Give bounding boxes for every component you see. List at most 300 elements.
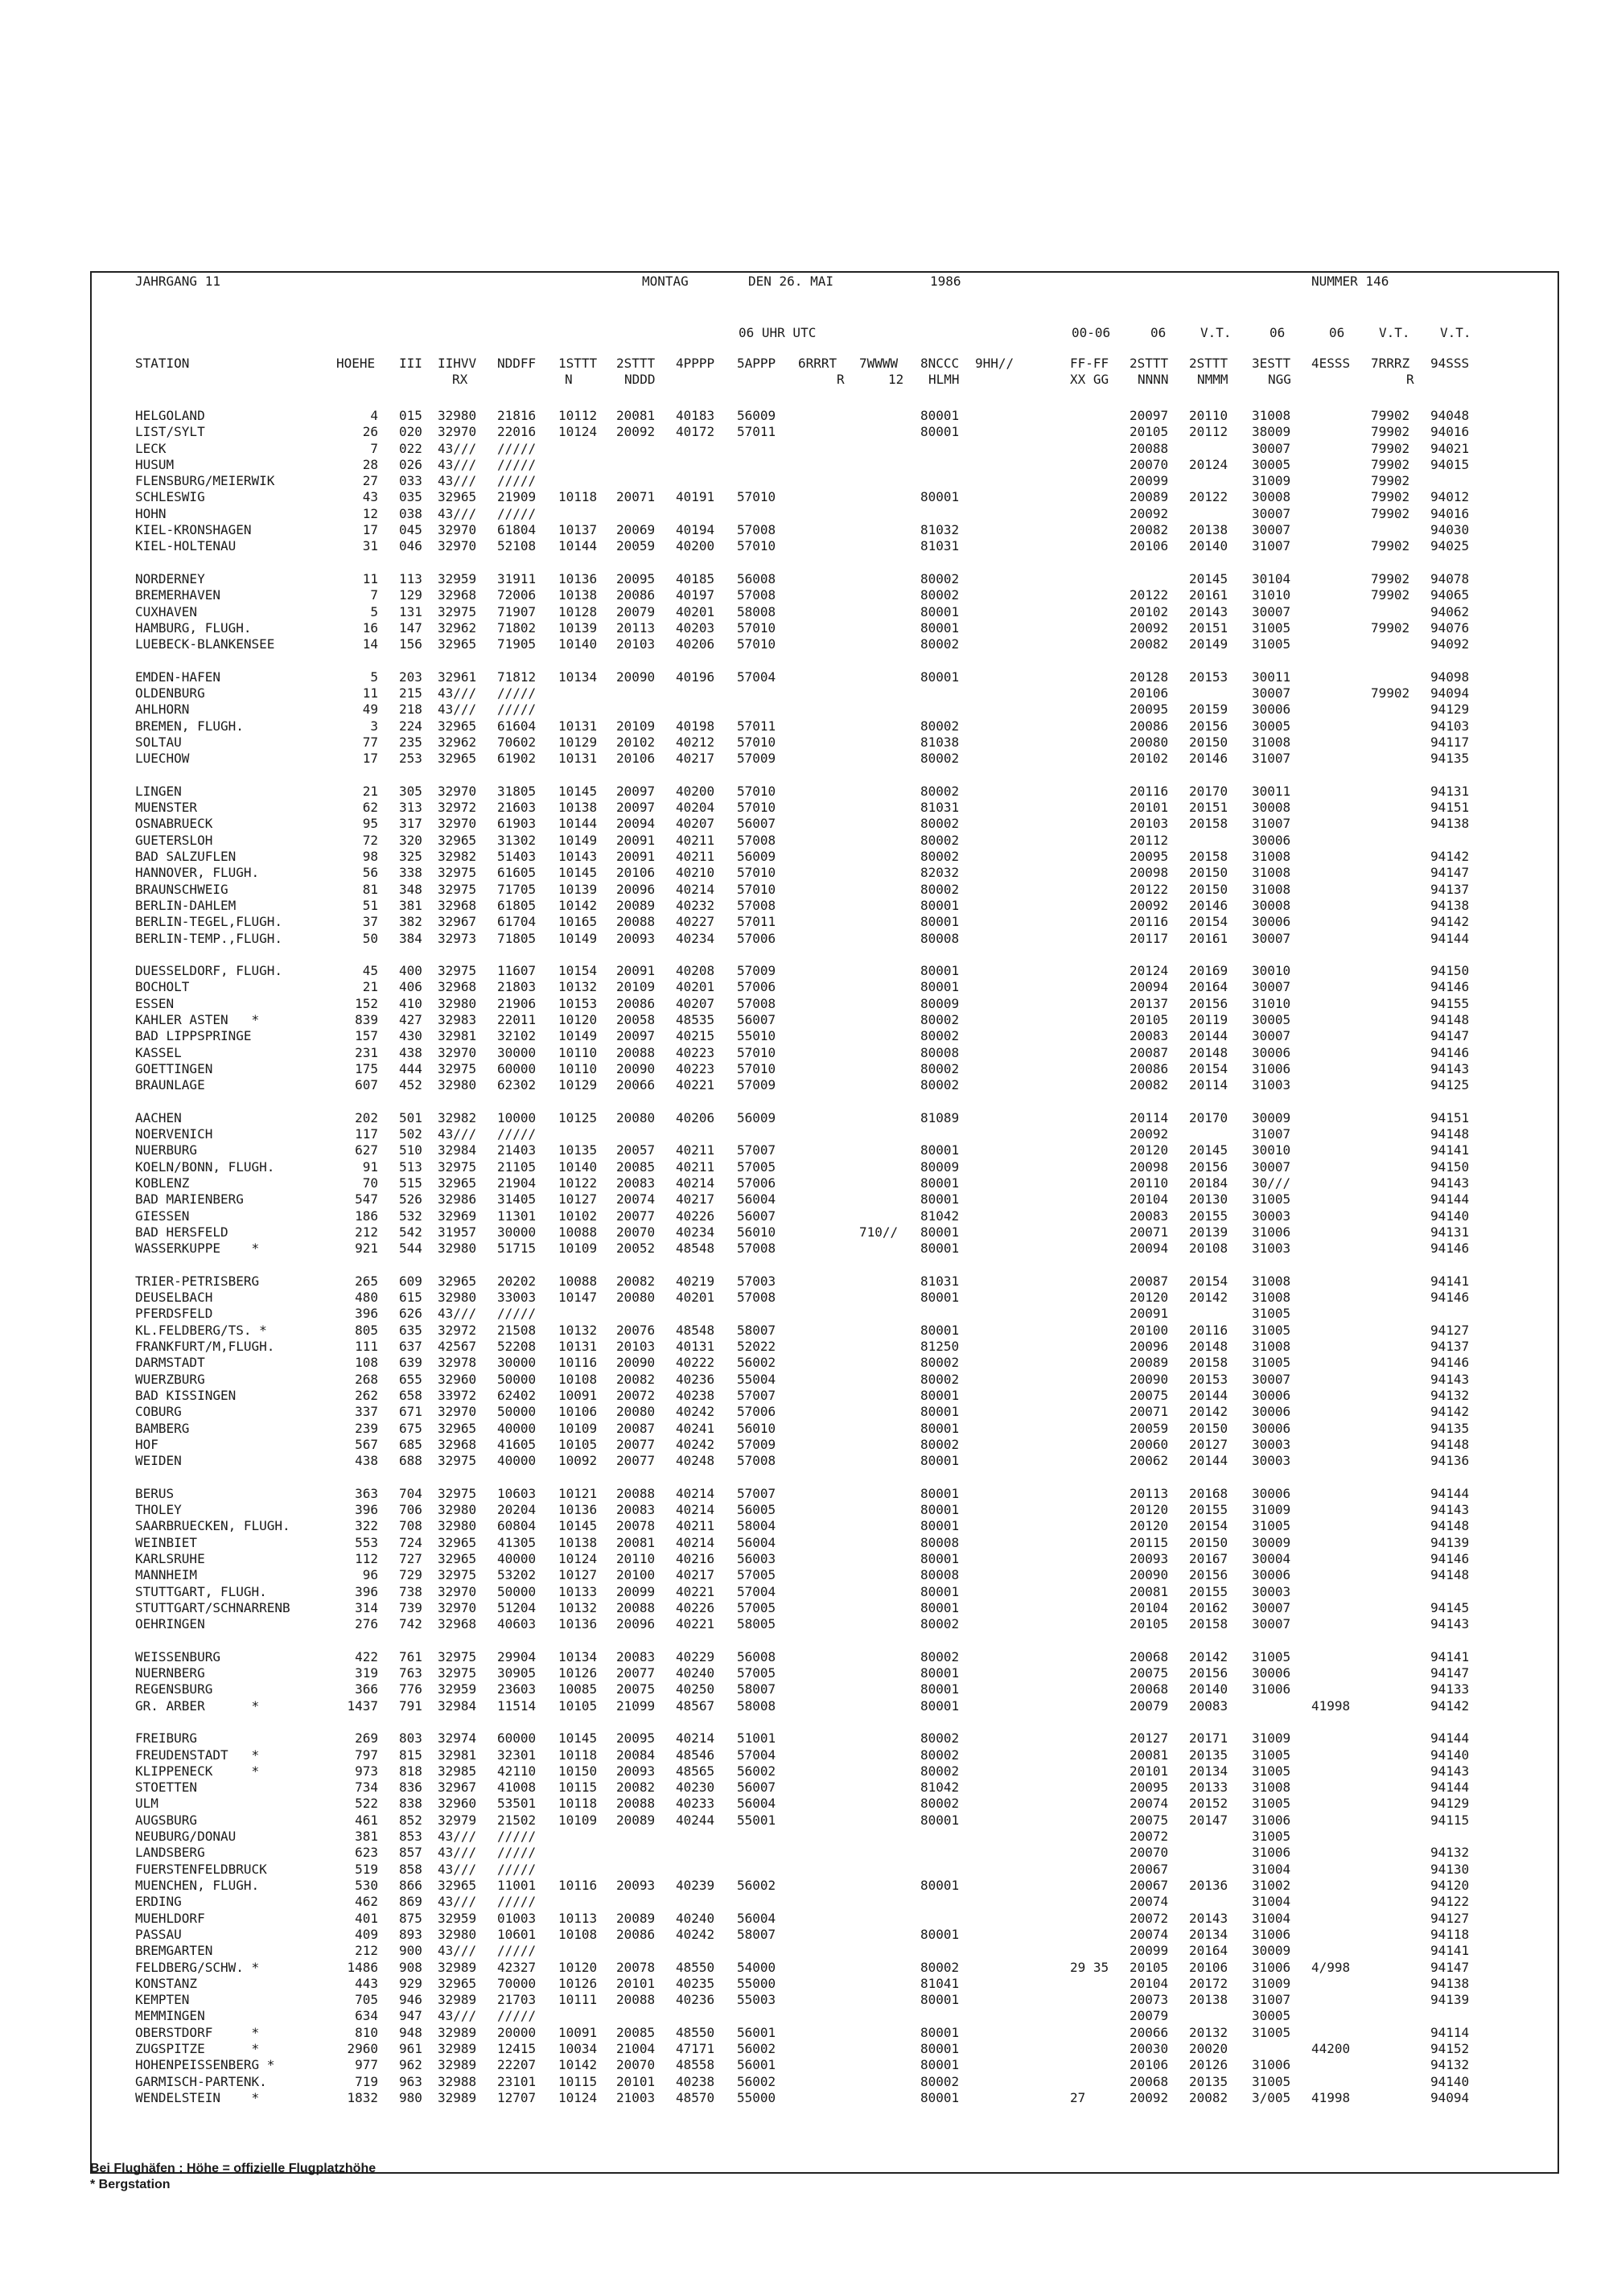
cell: 20096 — [1130, 1339, 1169, 1354]
cell: 112 — [355, 1551, 378, 1566]
cell: 80001 — [920, 489, 960, 504]
cell: 94151 — [1430, 1110, 1470, 1125]
cell: 61604 — [497, 718, 537, 734]
cell: 31 — [362, 538, 378, 553]
cell: 31006 — [1252, 1927, 1291, 1942]
station-row — [0, 441, 1609, 457]
col-6rrrt-sub: R — [837, 372, 845, 387]
cell: ///// — [497, 1126, 537, 1142]
cell: 20130 — [1189, 1191, 1228, 1207]
cell: 31007 — [1252, 751, 1291, 766]
cell: 637 — [399, 1339, 422, 1354]
cell: 20082 — [616, 1780, 656, 1795]
cell: 40000 — [497, 1453, 537, 1468]
cell: 56002 — [737, 2041, 776, 2056]
cell: 32980 — [438, 1518, 477, 1533]
cell: 1486 — [347, 1960, 378, 1975]
cell: 40240 — [676, 1911, 715, 1926]
cell: 80001 — [920, 1453, 960, 1468]
footnote-airports: Bei Flughäfen : Höhe = offizielle Flugplatzhöhe — [90, 2162, 377, 2175]
cell: 406 — [399, 979, 422, 994]
cell: 30006 — [1252, 702, 1291, 717]
cell: 31007 — [1252, 538, 1291, 553]
cell: 72006 — [497, 587, 537, 603]
cell: 038 — [399, 506, 422, 521]
cell: 224 — [399, 718, 422, 734]
cell: 94138 — [1430, 1976, 1470, 1991]
cell: 21502 — [497, 1813, 537, 1828]
cell: 7 — [370, 441, 378, 456]
cell: 20155 — [1189, 1584, 1228, 1599]
cell: 43/// — [438, 1126, 477, 1142]
cell: 265 — [355, 1273, 378, 1289]
station-row — [0, 734, 1609, 751]
cell: 32988 — [438, 2074, 477, 2089]
cell: 20081 — [616, 408, 656, 423]
cell: 31005 — [1252, 636, 1291, 652]
cell: 45 — [362, 963, 378, 978]
cell: 20089 — [1130, 1355, 1169, 1370]
cell: 20204 — [497, 1502, 537, 1517]
cell: 48565 — [676, 1763, 715, 1779]
cell: 96 — [362, 1567, 378, 1582]
cell: 30004 — [1252, 1551, 1291, 1566]
cell: 20137 — [1130, 996, 1169, 1011]
cell: 48570 — [676, 2090, 715, 2105]
cell: 56007 — [737, 816, 776, 831]
cell: 320 — [399, 833, 422, 848]
col-2sttt-06: 2STTT — [1130, 356, 1169, 371]
cell: 80001 — [920, 424, 960, 439]
cell: 20058 — [616, 1012, 656, 1027]
cell: 40236 — [676, 1992, 715, 2007]
cell: 10145 — [558, 865, 598, 880]
cell: 10120 — [558, 1012, 598, 1027]
cell: 32975 — [438, 1453, 477, 1468]
station-name: HANNOVER, FLUGH. — [135, 865, 260, 880]
cell: 80001 — [920, 1175, 960, 1191]
cell: 30006 — [1252, 1665, 1291, 1681]
cell: 30000 — [497, 1224, 537, 1240]
cell: 708 — [399, 1518, 422, 1533]
cell: 40250 — [676, 1681, 715, 1697]
cell: 43/// — [438, 702, 477, 717]
cell: 32975 — [438, 1649, 477, 1664]
cell: 32981 — [438, 1028, 477, 1043]
cell: 671 — [399, 1404, 422, 1419]
cell: 80001 — [920, 1681, 960, 1697]
station-name: KIEL-HOLTENAU — [135, 538, 237, 553]
cell: 10142 — [558, 898, 598, 913]
cell: 20151 — [1189, 800, 1228, 815]
cell: 20066 — [1130, 2025, 1169, 2040]
cell: 20120 — [1130, 1290, 1169, 1305]
cell: 20162 — [1189, 1600, 1228, 1615]
cell: 80001 — [920, 1813, 960, 1828]
group-header-vt-c: V.T. — [1440, 325, 1471, 340]
cell: 20101 — [616, 1976, 656, 1991]
station-row — [0, 1862, 1609, 1878]
cell: 32980 — [438, 1241, 477, 1256]
cell: 40201 — [676, 604, 715, 619]
cell: 20075 — [616, 1681, 656, 1697]
cell: 10601 — [497, 1927, 537, 1942]
station-row — [0, 1421, 1609, 1437]
cell: 20093 — [1130, 1551, 1169, 1566]
station-row — [0, 1730, 1609, 1747]
cell: 10603 — [497, 1486, 537, 1501]
cell: 94143 — [1430, 1175, 1470, 1191]
station-row — [0, 620, 1609, 636]
cell: 94146 — [1430, 1551, 1470, 1566]
cell: 20079 — [1130, 1698, 1169, 1714]
cell: 20140 — [1189, 1681, 1228, 1697]
station-row — [0, 1224, 1609, 1241]
cell: 32961 — [438, 669, 477, 685]
cell: 32968 — [438, 898, 477, 913]
cell: 94148 — [1430, 1437, 1470, 1452]
cell: 20106 — [616, 865, 656, 880]
cell: 31805 — [497, 784, 537, 799]
cell: 10138 — [558, 587, 598, 603]
station-name: NUERNBERG — [135, 1665, 205, 1681]
cell: 10116 — [558, 1878, 598, 1893]
station-name: AHLHORN — [135, 702, 190, 717]
cell: 31006 — [1252, 1960, 1291, 1975]
cell: 10108 — [558, 1927, 598, 1942]
cell: 20080 — [1130, 734, 1169, 750]
cell: 57009 — [737, 963, 776, 978]
cell: 57008 — [737, 898, 776, 913]
cell: 32970 — [438, 538, 477, 553]
station-name: MUEHLDORF — [135, 1911, 205, 1926]
cell: 20170 — [1189, 1110, 1228, 1125]
cell: 40603 — [497, 1616, 537, 1631]
cell: 81031 — [920, 538, 960, 553]
cell: 31911 — [497, 571, 537, 586]
station-name: ULM — [135, 1796, 158, 1811]
cell: 400 — [399, 963, 422, 978]
cell: 724 — [399, 1535, 422, 1550]
cell: 268 — [355, 1372, 378, 1387]
station-name: OSNABRUECK — [135, 816, 213, 831]
cell: 32970 — [438, 1404, 477, 1419]
cell: 20115 — [1130, 1535, 1169, 1550]
station-row — [0, 1911, 1609, 1927]
cell: 32970 — [438, 816, 477, 831]
cell: 40242 — [676, 1404, 715, 1419]
cell: 94118 — [1430, 1927, 1470, 1942]
col-2sttt-vt-sub: NMMM — [1197, 372, 1228, 387]
cell: 32975 — [438, 865, 477, 880]
cell: 20090 — [1130, 1567, 1169, 1582]
cell: 10106 — [558, 1404, 598, 1419]
cell: 50000 — [497, 1372, 537, 1387]
cell: 31007 — [1252, 1126, 1291, 1142]
col-1sttt-sub: N — [565, 372, 573, 387]
cell: 32965 — [438, 1976, 477, 1991]
cell: 40242 — [676, 1927, 715, 1942]
cell: 40207 — [676, 996, 715, 1011]
cell: 10134 — [558, 1649, 598, 1664]
station-row — [0, 2008, 1609, 2024]
cell: 22011 — [497, 1012, 537, 1027]
cell: 947 — [399, 2008, 422, 2023]
cell: 20098 — [1130, 865, 1169, 880]
cell: ///// — [497, 2008, 537, 2023]
cell: 40235 — [676, 1976, 715, 1991]
cell: 32968 — [438, 587, 477, 603]
cell: 20148 — [1189, 1045, 1228, 1060]
cell: 94129 — [1430, 702, 1470, 717]
cell: 20094 — [616, 816, 656, 831]
cell: 80001 — [920, 1502, 960, 1517]
cell: 20110 — [616, 1551, 656, 1566]
cell: 20102 — [1130, 604, 1169, 619]
cell: 58007 — [737, 1681, 776, 1697]
cell: 10136 — [558, 571, 598, 586]
cell: 015 — [399, 408, 422, 423]
cell: 79902 — [1371, 489, 1410, 504]
cell: 43/// — [438, 441, 477, 456]
cell: 20161 — [1189, 587, 1228, 603]
cell: 40221 — [676, 1077, 715, 1092]
cell: 20097 — [1130, 408, 1169, 423]
cell: 20151 — [1189, 620, 1228, 636]
cell: 519 — [355, 1862, 378, 1877]
cell: 57009 — [737, 1077, 776, 1092]
cell: 94147 — [1430, 865, 1470, 880]
cell: 438 — [399, 1045, 422, 1060]
cell: 32965 — [438, 1175, 477, 1191]
cell: 5 — [370, 669, 378, 685]
cell: 40217 — [676, 1567, 715, 1582]
cell: 20124 — [1130, 963, 1169, 978]
station-name: FELDBERG/SCHW. * — [135, 1960, 260, 1975]
cell: 32965 — [438, 1421, 477, 1436]
cell: 80002 — [920, 833, 960, 848]
cell: 32301 — [497, 1747, 537, 1763]
cell: 80001 — [920, 1323, 960, 1338]
station-name: FLENSBURG/MEIERWIK — [135, 473, 275, 488]
cell: 20114 — [1189, 1077, 1228, 1092]
cell: 40000 — [497, 1551, 537, 1566]
cell: 20088 — [1130, 441, 1169, 456]
cell: 20120 — [1130, 1518, 1169, 1533]
cell: 33003 — [497, 1290, 537, 1305]
station-row — [0, 489, 1609, 505]
cell: 20083 — [1130, 1208, 1169, 1224]
cell: 10127 — [558, 1191, 598, 1207]
cell: 40226 — [676, 1208, 715, 1224]
cell: 20093 — [616, 931, 656, 946]
station-row — [0, 963, 1609, 979]
cell: 14 — [362, 636, 378, 652]
cell: 32980 — [438, 1290, 477, 1305]
cell: 522 — [355, 1796, 378, 1811]
cell: 80009 — [920, 1159, 960, 1175]
cell: ///// — [497, 1829, 537, 1844]
station-name: ZUGSPITZE * — [135, 2041, 260, 2056]
cell: 40203 — [676, 620, 715, 636]
cell: 609 — [399, 1273, 422, 1289]
cell: 32962 — [438, 734, 477, 750]
cell: 30010 — [1252, 963, 1291, 978]
cell: 71812 — [497, 669, 537, 685]
cell: 20074 — [1130, 1796, 1169, 1811]
cell: 32965 — [438, 489, 477, 504]
cell: 20084 — [616, 1747, 656, 1763]
cell: 94025 — [1430, 538, 1470, 553]
cell: 32972 — [438, 1323, 477, 1338]
cell: 40211 — [676, 849, 715, 864]
cell: 60000 — [497, 1730, 537, 1746]
cell: 262 — [355, 1388, 378, 1403]
cell: 32978 — [438, 1355, 477, 1370]
cell: 94021 — [1430, 441, 1470, 456]
cell: 10108 — [558, 1372, 598, 1387]
cell: 30000 — [497, 1045, 537, 1060]
cell: 20113 — [1130, 1486, 1169, 1501]
station-row — [0, 685, 1609, 702]
cell: 734 — [355, 1780, 378, 1795]
cell: 11514 — [497, 1698, 537, 1714]
cell: 30007 — [1252, 604, 1291, 619]
cell: 20088 — [616, 1486, 656, 1501]
cell: 94133 — [1430, 1681, 1470, 1697]
station-row — [0, 1208, 1609, 1224]
col-ff-ff-sub: XX GG — [1070, 372, 1109, 387]
cell: 20095 — [616, 571, 656, 586]
cell: 634 — [355, 2008, 378, 2023]
cell: 94144 — [1430, 1780, 1470, 1795]
cell: 48558 — [676, 2057, 715, 2072]
cell: 94132 — [1430, 2057, 1470, 2072]
cell: 30009 — [1252, 1943, 1291, 1958]
cell: 94143 — [1430, 1372, 1470, 1387]
cell: 21403 — [497, 1142, 537, 1158]
cell: 10135 — [558, 1142, 598, 1158]
station-name: AUGSBURG — [135, 1813, 198, 1828]
station-row — [0, 506, 1609, 522]
cell: 80001 — [920, 604, 960, 619]
station-name: BRAUNLAGE — [135, 1077, 205, 1092]
cell: 94146 — [1430, 1241, 1470, 1256]
cell: 20073 — [1130, 1992, 1169, 2007]
station-row — [0, 424, 1609, 440]
cell: 80002 — [920, 1960, 960, 1975]
cell: 94142 — [1430, 914, 1470, 929]
cell: 21909 — [497, 489, 537, 504]
cell: 20068 — [1130, 2074, 1169, 2089]
cell: 80001 — [920, 1927, 960, 1942]
cell: 20122 — [1130, 882, 1169, 897]
cell: 32970 — [438, 1584, 477, 1599]
cell: 94147 — [1430, 1028, 1470, 1043]
cell: 20072 — [1130, 1911, 1169, 1926]
cell: 20099 — [1130, 473, 1169, 488]
cell: 80002 — [920, 636, 960, 652]
cell: 20106 — [1130, 538, 1169, 553]
cell: 11 — [362, 685, 378, 701]
cell: 40131 — [676, 1339, 715, 1354]
cell: 80002 — [920, 751, 960, 766]
station-name: FREIBURG — [135, 1730, 198, 1746]
cell: 20082 — [1130, 1077, 1169, 1092]
cell: 20171 — [1189, 1730, 1228, 1746]
cell: 20153 — [1189, 1372, 1228, 1387]
station-row — [0, 1763, 1609, 1780]
cell: 31005 — [1252, 1191, 1291, 1207]
cell: 20135 — [1189, 2074, 1228, 2089]
cell: 532 — [399, 1208, 422, 1224]
cell: 40216 — [676, 1551, 715, 1566]
cell: 61704 — [497, 914, 537, 929]
cell: 10138 — [558, 800, 598, 815]
cell: 40248 — [676, 1453, 715, 1468]
cell: 71802 — [497, 620, 537, 636]
cell: 94117 — [1430, 734, 1470, 750]
cell: 80002 — [920, 1061, 960, 1076]
cell: 20159 — [1189, 702, 1228, 717]
cell: 40208 — [676, 963, 715, 978]
cell: 20103 — [616, 1339, 656, 1354]
cell: 348 — [399, 882, 422, 897]
cell: 79902 — [1371, 620, 1410, 636]
cell: 31002 — [1252, 1878, 1291, 1893]
cell: 30003 — [1252, 1208, 1291, 1224]
station-row — [0, 882, 1609, 898]
cell: 70602 — [497, 734, 537, 750]
cell: 946 — [399, 1992, 422, 2007]
col-2sttt-sub: NDDD — [624, 372, 656, 387]
cell: 818 — [399, 1763, 422, 1779]
cell: 20083 — [1130, 1028, 1169, 1043]
cell: 30003 — [1252, 1584, 1291, 1599]
cell: 31006 — [1252, 1224, 1291, 1240]
cell: 30007 — [1252, 685, 1291, 701]
station-name: KARLSRUHE — [135, 1551, 205, 1566]
station-row — [0, 1649, 1609, 1665]
cell: 40240 — [676, 1665, 715, 1681]
cell: 20102 — [616, 734, 656, 750]
cell: 31008 — [1252, 882, 1291, 897]
cell: 40198 — [676, 718, 715, 734]
cell: 94144 — [1430, 1486, 1470, 1501]
station-row — [0, 1927, 1609, 1943]
cell: 40191 — [676, 489, 715, 504]
station-name: HOHN — [135, 506, 167, 521]
cell: 94148 — [1430, 1518, 1470, 1533]
cell: 32980 — [438, 996, 477, 1011]
station-row — [0, 2057, 1609, 2073]
cell: 57011 — [737, 914, 776, 929]
cell: 94150 — [1430, 1159, 1470, 1175]
cell: 20120 — [1130, 1502, 1169, 1517]
cell: 20154 — [1189, 1273, 1228, 1289]
cell: 57004 — [737, 1584, 776, 1599]
cell: ///// — [497, 1845, 537, 1860]
station-name: DARMSTADT — [135, 1355, 205, 1370]
cell: 94094 — [1430, 685, 1470, 701]
cell: 80001 — [920, 1142, 960, 1158]
cell: 20090 — [616, 1061, 656, 1076]
cell: 729 — [399, 1567, 422, 1582]
station-name: KASSEL — [135, 1045, 182, 1060]
cell: 20158 — [1189, 1616, 1228, 1631]
cell: 57008 — [737, 996, 776, 1011]
cell: 31008 — [1252, 1290, 1291, 1305]
